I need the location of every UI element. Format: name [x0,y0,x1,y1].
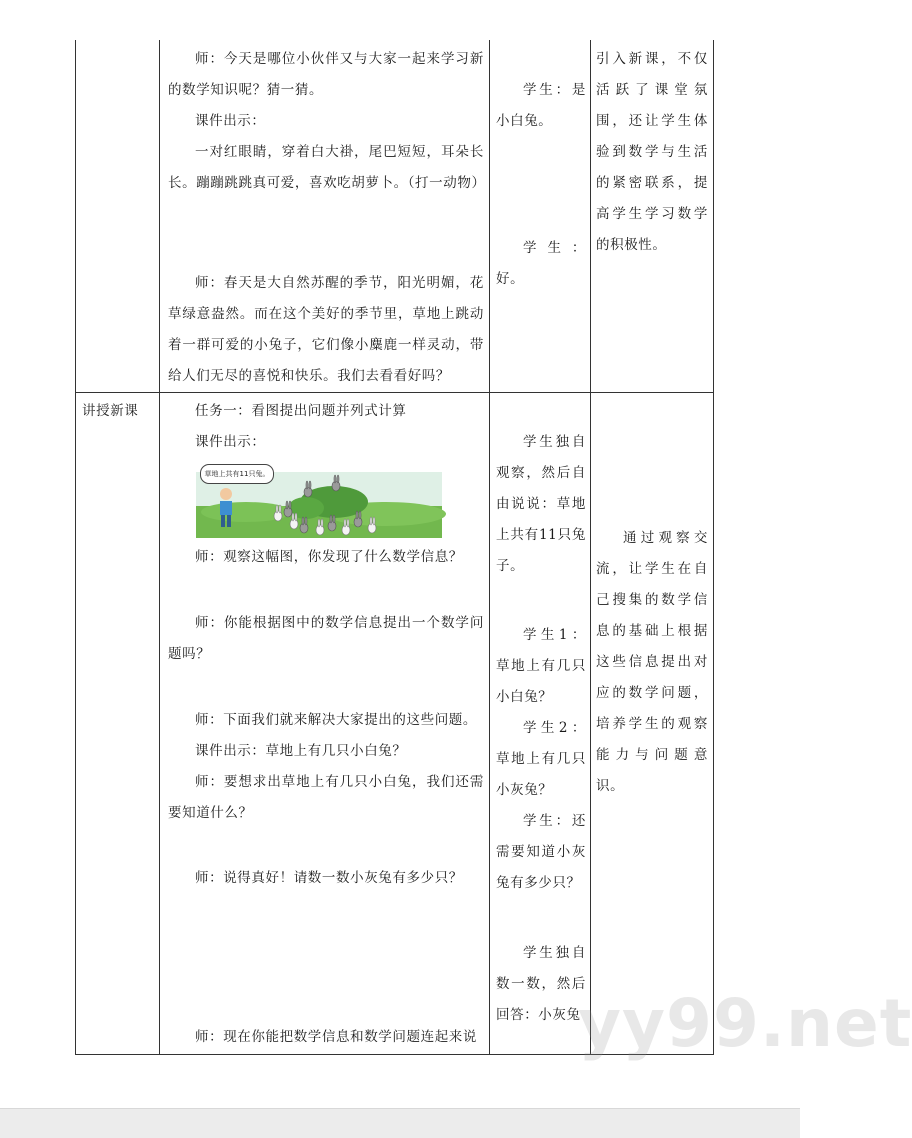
question-observe: 师：观察这幅图，你发现了什么数学信息？ [195,549,463,565]
row2-section-label: 讲授新课 [82,403,139,419]
row1-teacher-text-2 [168,268,484,392]
row1-student-answer-1: 学生：是小白兔。 [496,82,586,129]
row2-student-answers: 学生独自观察，然后自由说说：草地上共有11只兔子。 [496,434,586,574]
watermark: yy99.net [578,985,912,1062]
row2-student-1: 学生1：草地上有几只小白兔？ 学生2：草地上有几只小灰兔？ 学生：还需要知道小灰兔有多少只？ [496,627,586,891]
row1-student-answer-2: 学生：好。 [496,240,586,287]
paragraph: 课件出示： [195,113,266,129]
question-solve: 师：下面我们就来解决大家提出的这些问题。 课件出示：草地上有几只小白兔？ 师：要想求出草地上有几只小白兔，我们还需要知道什么？ [168,712,484,821]
table-col-divider-1 [159,40,160,1055]
question-connect: 师：现在你能把数学信息和数学问题连起来说 [195,1029,477,1045]
question-propose: 师：你能根据图中的数学信息提出一个数学问题吗？ [168,615,484,662]
courseware-label: 课件出示： [195,434,266,450]
row1-design-intent: 引入新课，不仅活跃了课堂氛围，还让学生体验到数学与生活的紧密联系，提高学生学习数学的积极性。 [596,51,708,253]
question-count: 师：说得真好！请数一数小灰兔有多少只？ [195,870,463,886]
paragraph: 师：春天是大自然苏醒的季节，阳光明媚，花草绿意盎然。而在这个美好的季节里，草地上跳动着一群可爱的小兔子，它们像小麋鹿一样灵动，带给人们无尽的喜悦和快乐。我们去看看好吗？ [168,275,484,384]
speech-bubble: 草地上共有11只兔。 [200,464,274,484]
table-border-right [713,40,714,1055]
task-title: 任务一：看图提出问题并列式计算 [195,403,407,419]
table-col-divider-3 [590,40,591,1055]
paragraph: 师：今天是哪位小伙伴又与大家一起来学习新的数学知识呢？猜一猜。 [168,51,484,98]
table-row-divider [75,392,714,393]
table-border-left [75,40,76,1055]
table-col-divider-2 [489,40,490,1055]
viewer-bottom-bar [0,1108,800,1138]
row2-student-count: 学生独自数一数，然后回答：小灰兔 [496,945,586,1023]
row2-design-intent: 通过观察交流，让学生在自己搜集的数学信息的基础上根据这些信息提出对应的数学问题，培养学生的观察能力与问题意识。 [596,530,708,794]
paragraph: 一对红眼睛，穿着白大褂，尾巴短短，耳朵长长。蹦蹦跳跳真可爱，喜欢吃胡萝卜。（打一动物） [168,144,486,191]
row1-teacher-text [168,44,484,199]
